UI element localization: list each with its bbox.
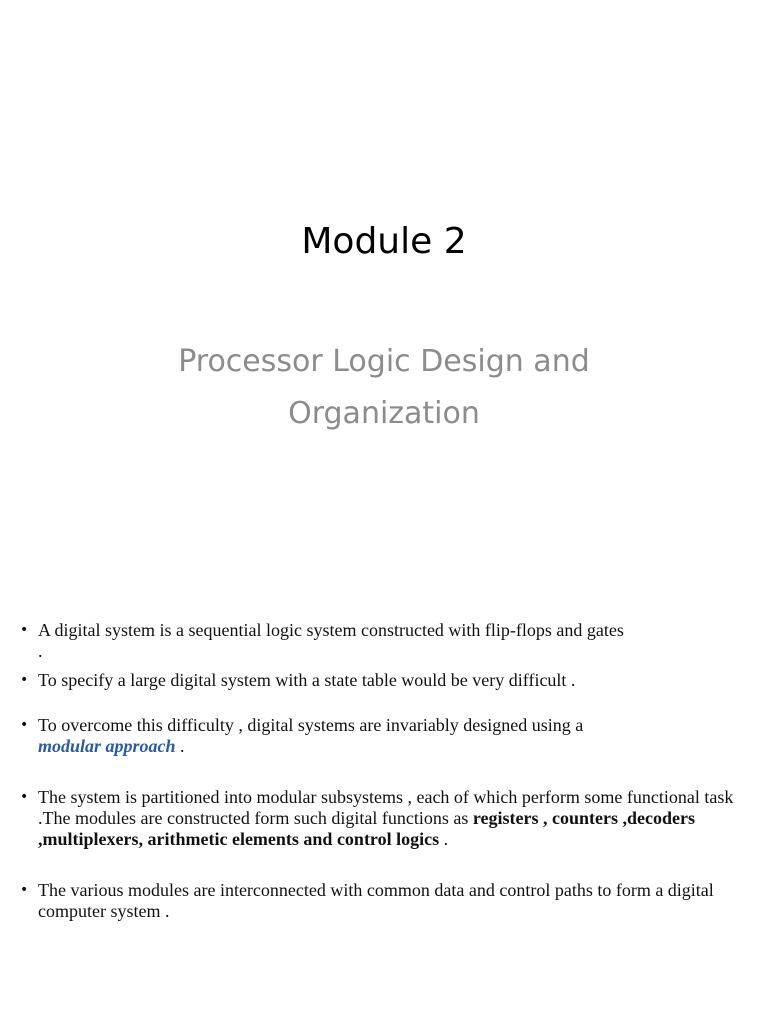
bullet-1-text: A digital system is a sequential logic system constructed with flip-flops and gates (38, 620, 624, 640)
bullet-3-text: To overcome this difficulty , digital systems are invariably designed using a (38, 715, 584, 735)
bullet-dot-icon: • (20, 717, 29, 733)
bullet-3-after: . (175, 736, 185, 756)
bullet-item-5 (20, 880, 755, 922)
bullet-3-emphasis: modular approach (38, 736, 176, 756)
bullet-dot-icon: • (20, 789, 29, 805)
bullet-4-text: The system is partitioned into modular subsystems , each of which perform some functional task .The modules are constructed form such digital functions as (38, 787, 734, 828)
bullet-5-text: The various modules are interconnected with common data and control paths to form a digital computer system . (38, 880, 714, 921)
subtitle-line-1: Processor Logic Design and (178, 344, 590, 379)
bullet-item-1 (20, 620, 755, 662)
bullet-list (20, 620, 755, 922)
subtitle-line-2: Organization (288, 396, 480, 431)
bullet-dot-icon: • (20, 622, 29, 638)
bullet-item-4 (20, 787, 755, 850)
bullet-4-bold: registers , counters ,decoders ,multiplexers, arithmetic elements and control logics (38, 808, 695, 849)
bullet-dot-icon: • (20, 882, 29, 898)
bullet-item-2 (20, 670, 755, 691)
bullet-1-trailer: . (38, 641, 43, 661)
slide-subtitle (110, 336, 658, 440)
bullet-item-3 (20, 715, 755, 757)
bullet-dot-icon: • (20, 672, 29, 688)
slide-title: Module 2 (301, 221, 467, 262)
bullet-4-after: . (439, 829, 449, 849)
bullet-2-text: To specify a large digital system with a state table would be very difficult . (38, 670, 576, 690)
